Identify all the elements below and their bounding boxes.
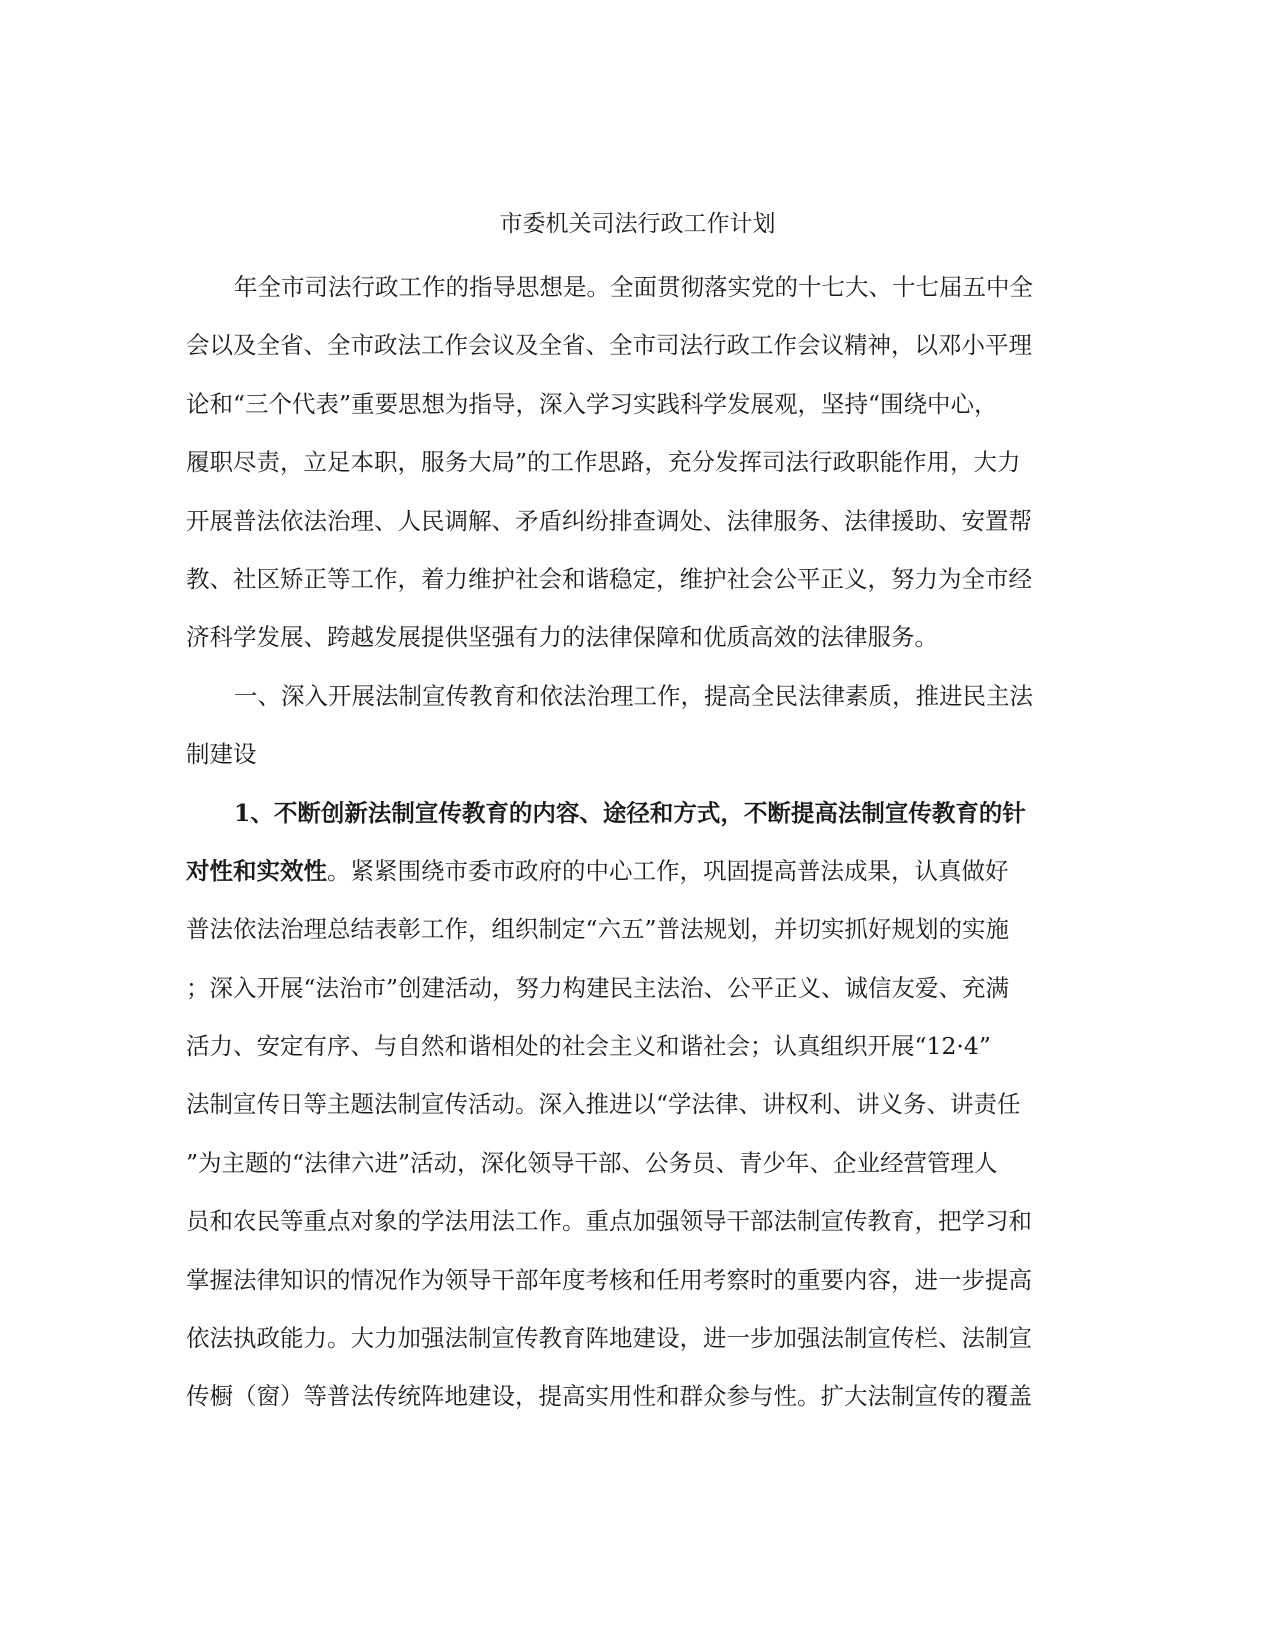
- paragraph-line: ”为主题的“法律六进”活动，深化领导干部、公务员、青少年、企业经营管理人: [186, 1148, 998, 1177]
- paragraph-line: 会以及全省、全市政法工作会议及全省、全市司法行政工作会议精神，以邓小平理: [186, 331, 1032, 360]
- intro-paragraph: [186, 258, 1086, 1426]
- section-heading-line: 一、深入开展法制宣传教育和依法治理工作，提高全民法律素质，推进民主法: [234, 681, 1033, 710]
- paragraph-line: 济科学发展、跨越发展提供坚强有力的法律保障和优质高效的法律服务。: [186, 623, 938, 652]
- paragraph-line: 传橱（窗）等普法传统阵地建设，提高实用性和群众参与性。扩大法制宣传的覆盖: [186, 1382, 1032, 1411]
- paragraph-line: 员和农民等重点对象的学法用法工作。重点加强领导干部法制宣传教育，把学习和: [186, 1207, 1032, 1236]
- paragraph-line: 活力、安定有序、与自然和谐相处的社会主义和谐社会；认真组织开展“12·4”: [186, 1032, 991, 1061]
- section-heading-line: 制建设: [186, 740, 257, 769]
- item-text-start: 。紧紧围绕市委市政府的中心工作，巩固提高普法成果，认真做好: [327, 856, 1009, 885]
- paragraph-line: 论和“三个代表”重要思想为指导，深入学习实践科学发展观，坚持“围绕中心，: [186, 389, 998, 418]
- paragraph-line: 法制宣传日等主题法制宣传活动。深入推进以“学法律、讲权利、讲义务、讲责任: [186, 1090, 1021, 1119]
- item-heading-tail: 对性和实效性: [186, 856, 327, 885]
- document-title: 市委机关司法行政工作计划: [499, 211, 776, 237]
- item-line-mixed: [186, 842, 1086, 900]
- paragraph-line: 依法执政能力。大力加强法制宣传教育阵地建设，进一步加强法制宣传栏、法制宣: [186, 1324, 1032, 1353]
- paragraph-line: 教、社区矫正等工作，着力维护社会和谐稳定，维护社会公平正义，努力为全市经: [186, 564, 1032, 593]
- item-heading-line: 1、不断创新法制宣传教育的内容、途径和方式，不断提高法制宣传教育的针: [234, 798, 1026, 827]
- paragraph-line: 年全市司法行政工作的指导思想是。全面贯彻落实党的十七大、十七届五中全: [234, 273, 1033, 301]
- paragraph-line: ；深入开展“法治市”创建活动，努力构建民主法治、公平正义、诚信友爱、充满: [186, 973, 1010, 1002]
- paragraph-line: 履职尽责，立足本职，服务大局”的工作思路，充分发挥司法行政职能作用，大力: [186, 448, 1021, 477]
- paragraph-line: 掌握法律知识的情况作为领导干部年度考核和任用考察时的重要内容，进一步提高: [186, 1265, 1032, 1294]
- paragraph-line: 普法依法治理总结表彰工作，组织制定“六五”普法规划，并切实抓好规划的实施: [186, 915, 1010, 944]
- paragraph-line: 开展普法依法治理、人民调解、矛盾纠纷排查调处、法律服务、法律援助、安置帮: [186, 506, 1032, 535]
